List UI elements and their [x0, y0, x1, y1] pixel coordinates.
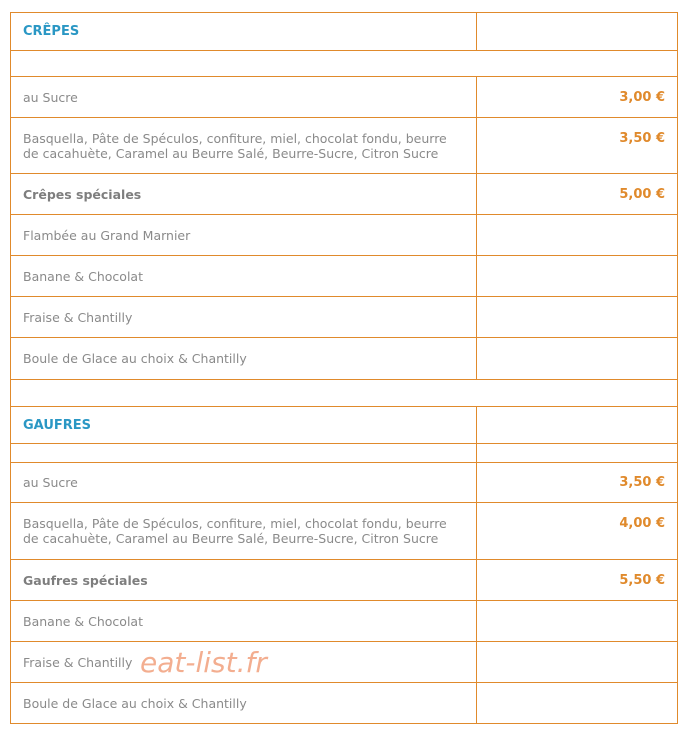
item-name: Banane & Chocolat: [11, 256, 477, 297]
menu-row: [11, 118, 678, 174]
menu-row: [11, 463, 678, 503]
item-name: Crêpes spéciales: [11, 174, 477, 215]
spacer-cell: [477, 444, 678, 463]
menu-row: [11, 297, 678, 338]
item-price: 3,50 €: [477, 463, 678, 503]
item-name: Gaufres spéciales: [11, 560, 477, 601]
item-name: Boule de Glace au choix & Chantilly: [11, 338, 477, 380]
menu-row: [11, 642, 678, 683]
menu-row: [11, 560, 678, 601]
menu-row: [11, 174, 678, 215]
menu-row: [11, 77, 678, 118]
item-price: 4,00 €: [477, 503, 678, 560]
menu-row: [11, 215, 678, 256]
section-header-gaufres: [11, 407, 678, 444]
item-price: 3,00 €: [477, 77, 678, 118]
item-price: [477, 215, 678, 256]
item-price: 5,50 €: [477, 560, 678, 601]
item-price: [477, 297, 678, 338]
spacer-row: [11, 380, 678, 407]
section-header-crepes: [11, 13, 678, 51]
section-price-empty: [477, 13, 678, 51]
item-name: Basquella, Pâte de Spéculos, confiture, miel, chocolat fondu, beurre de cacahuète, Caramel au Beurre Salé, Beurre-Sucre, Citron Sucre: [11, 503, 477, 560]
spacer-row: [11, 51, 678, 77]
item-price: [477, 642, 678, 683]
item-name: au Sucre: [11, 77, 477, 118]
item-name: Banane & Chocolat: [11, 601, 477, 642]
spacer-row: [11, 444, 678, 463]
item-price: 3,50 €: [477, 118, 678, 174]
menu-row: [11, 503, 678, 560]
item-price: [477, 256, 678, 297]
menu-row: [11, 601, 678, 642]
item-name: Basquella, Pâte de Spéculos, confiture, miel, chocolat fondu, beurre de cacahuète, Caramel au Beurre Salé, Beurre-Sucre, Citron Sucre: [11, 118, 477, 174]
menu-row: [11, 683, 678, 724]
item-name: au Sucre: [11, 463, 477, 503]
section-title: GAUFRES: [11, 407, 477, 444]
menu-row: [11, 338, 678, 380]
spacer-cell: [11, 51, 678, 77]
watermark-text: eat-list.fr: [140, 646, 267, 679]
item-name: Fraise & Chantilly: [11, 297, 477, 338]
item-price: [477, 601, 678, 642]
menu-row: [11, 256, 678, 297]
item-name: Boule de Glace au choix & Chantilly: [11, 683, 477, 724]
spacer-cell: [11, 444, 477, 463]
section-price-empty: [477, 407, 678, 444]
item-price: [477, 338, 678, 380]
item-name: Flambée au Grand Marnier: [11, 215, 477, 256]
item-name: Fraise & Chantilly: [11, 642, 477, 683]
menu-table: [10, 12, 678, 724]
spacer-cell: [11, 380, 678, 407]
section-title: CRÊPES: [11, 13, 477, 51]
item-price: 5,00 €: [477, 174, 678, 215]
item-price: [477, 683, 678, 724]
